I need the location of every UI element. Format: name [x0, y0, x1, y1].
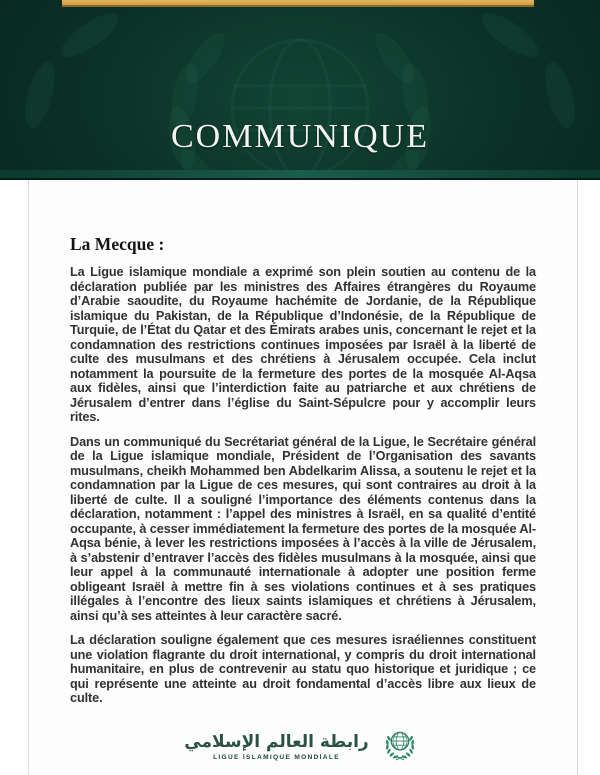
arabic-calligraphy: رابطة العالم الإسلامي: [184, 731, 369, 752]
body-paragraph: Dans un communiqué du Secrétariat général de la Ligue, le Secrétaire général de la Ligue islamique mondiale, Président de l’Organisation des savants musulmans, cheikh Mohammed ben Abdelkarim Alissa, a soutenu le rejet et la condamnation par la Ligue de ces mesures, qui sont contraires au droit à la liberté de culte. Il a souligné l’importance des éléments contenus dans la déclaration, notamment : l’appel des ministres à Israël, en sa qualité d’entité occupante, à cesser immédiatement la fermeture des portes de la mosquée Al-Aqsa bénie, à lever les restrictions imposées à l’accès à la ville de Jérusalem, à s’abstenir d’entraver l’accès des fidèles musulmans à la mosquée, ainsi que leur appel à la communauté internationale à adopter une position ferme obligeant Israël à mettre fin à ses violations continues et à ses pratiques illégales à l’encontre des lieux saints islamiques et chrétiens à Jérusalem, ainsi qu’à ses atteintes à leur caractère sacré.: [70, 434, 536, 623]
body-paragraph: La déclaration souligne également que ces mesures israéliennes constituent une violation flagrante du droit international, y compris du droit international humanitaire, en plus de contrevenir au statu quo historique et juridique ; ce qui représente une atteinte au droit fondamental d’accès libre aux lieux de culte.: [70, 633, 536, 705]
communique-header: [0, 0, 600, 180]
communique-card: [28, 180, 578, 775]
logo-text-block: [184, 733, 368, 762]
header-bottom-strip: [0, 170, 600, 180]
page-title: COMMUNIQUE: [171, 118, 429, 155]
gold-accent-bar: [62, 0, 534, 7]
body-paragraph: La Ligue islamique mondiale a exprimé son plein soutien au contenu de la déclaration publiée par les ministres des Affaires étrangères du Royaume d’Arabie saoudite, du Royaume hachémite de Jordanie, de la République islamique du Pakistan, de la République d’Indonésie, de la République de Turquie, de l’État du Qatar et des Émirats arabes unis, concernant le rejet et la condamnation des restrictions continues imposées par Israël à la liberté de culte des musulmans et des chrétiens à Jérusalem occupée. Cela inclut notamment la poursuite de la fermeture des portes de la mosquée Al-Aqsa aux fidèles, ainsi que l’interdiction faite au patriarche et aux chrétiens de Jérusalem d’entrer dans l’église du Saint-Sépulcre pour y accomplir leurs rites.: [70, 265, 536, 424]
globe-laurel-emblem-icon: [378, 727, 422, 768]
organization-name: LIGUE ISLAMIQUE MONDIALE: [213, 753, 340, 761]
dateline-heading: La Mecque :: [70, 234, 165, 254]
organization-logo: [70, 727, 536, 768]
